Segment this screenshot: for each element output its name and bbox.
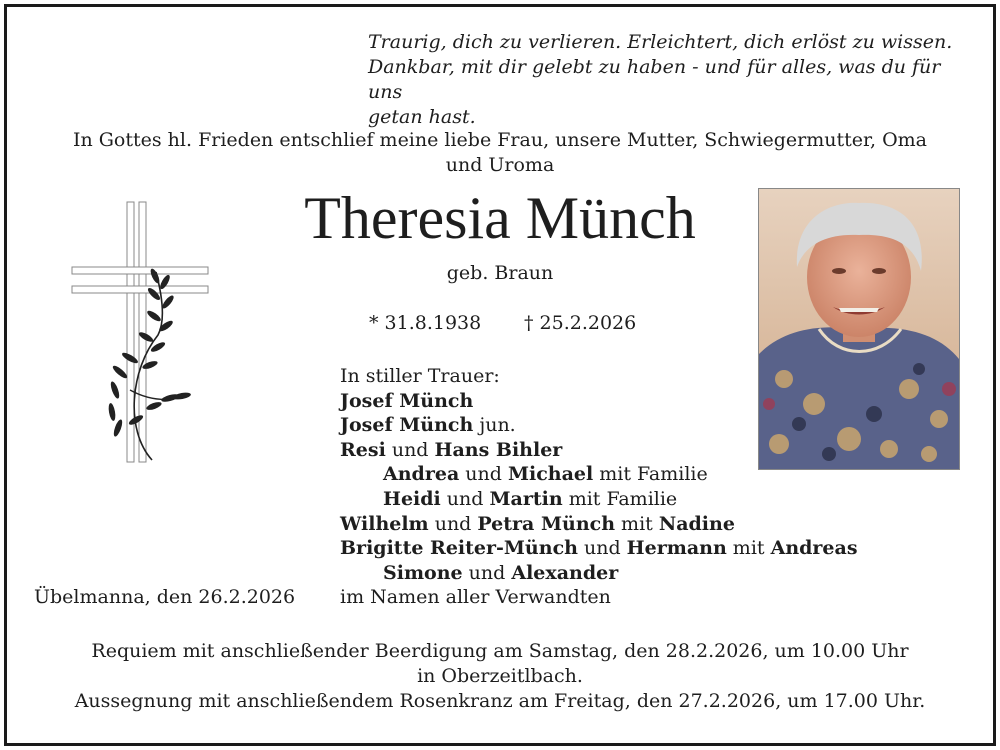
quote-line: Dankbar, mit dir gelebt zu haben - und für alles, was du für uns	[368, 56, 941, 103]
mourner-connector: und	[428, 512, 478, 535]
mourners-heading: In stiller Trauer:	[340, 365, 500, 387]
mourner-connector: und	[440, 487, 490, 510]
mourner-row	[340, 536, 940, 561]
mourner-name: Petra Münch	[477, 512, 616, 535]
service-line: Requiem mit anschließender Beerdigung am Samstag, den 28.2.2026, um 10.00 Uhr	[91, 640, 909, 662]
mourner-connector: mit Familie	[593, 463, 708, 486]
mourner-name: Heidi	[383, 487, 441, 510]
quote-line: getan hast.	[368, 106, 476, 128]
mourner-name: Resi	[340, 438, 386, 461]
mourners-closing: im Namen aller Verwandten	[340, 586, 611, 609]
mourner-connector: und	[577, 537, 627, 560]
mourners-list	[340, 364, 940, 610]
mourner-name: Josef Münch	[340, 414, 474, 437]
service-info	[60, 639, 940, 714]
mourner-name: Andreas	[770, 537, 858, 560]
maiden-name: geb. Braun	[446, 262, 554, 284]
mourner-name: Michael	[507, 463, 594, 486]
quote-line: Traurig, dich zu verlieren. Erleichtert, dich erlöst zu wissen.	[368, 31, 953, 53]
service-line: Aussegnung mit anschließendem Rosenkranz am Freitag, den 27.2.2026, um 17.00 Uhr.	[74, 690, 926, 712]
mourner-row	[340, 561, 940, 586]
mourner-connector: jun.	[473, 414, 516, 437]
mourner-name: Hans Bihler	[434, 438, 563, 461]
birth-date: * 31.8.1938	[369, 312, 482, 334]
mourner-connector: und	[385, 438, 435, 461]
mourner-name: Andrea	[383, 463, 460, 486]
intro-line: und Uroma	[445, 154, 555, 176]
mourner-row	[340, 512, 940, 537]
quote	[368, 30, 968, 130]
service-line: in Oberzeitlbach.	[417, 665, 583, 687]
intro-text	[60, 128, 940, 178]
mourner-name: Wilhelm	[340, 512, 429, 535]
mourner-name: Martin	[489, 487, 563, 510]
mourner-row	[340, 462, 940, 487]
mourner-connector: mit Familie	[562, 487, 678, 510]
mourner-row	[340, 487, 940, 512]
mourner-name: Brigitte Reiter-Münch	[340, 537, 578, 560]
cross-with-olive-branch-icon	[70, 200, 215, 465]
mourner-row	[340, 438, 940, 463]
mourner-connector: und	[462, 561, 512, 584]
place-date: Übelmanna, den 26.2.2026	[34, 586, 296, 608]
mourner-connector: mit	[615, 512, 659, 535]
mourner-name: Josef Münch	[340, 389, 474, 412]
mourner-name: Alexander	[511, 561, 619, 584]
mourner-name: Hermann	[626, 537, 727, 560]
mourner-connector: und	[459, 463, 508, 486]
mourner-row	[340, 389, 940, 414]
mourner-name: Simone	[383, 561, 463, 584]
death-date: † 25.2.2026	[524, 312, 637, 334]
deceased-name: Theresia Münch	[304, 185, 696, 251]
mourner-name: Nadine	[658, 512, 735, 535]
intro-line: In Gottes hl. Frieden entschlief meine liebe Frau, unsere Mutter, Schwiegermutter, Oma	[72, 129, 928, 151]
mourner-row	[340, 413, 940, 438]
mourner-connector: mit	[726, 537, 771, 560]
